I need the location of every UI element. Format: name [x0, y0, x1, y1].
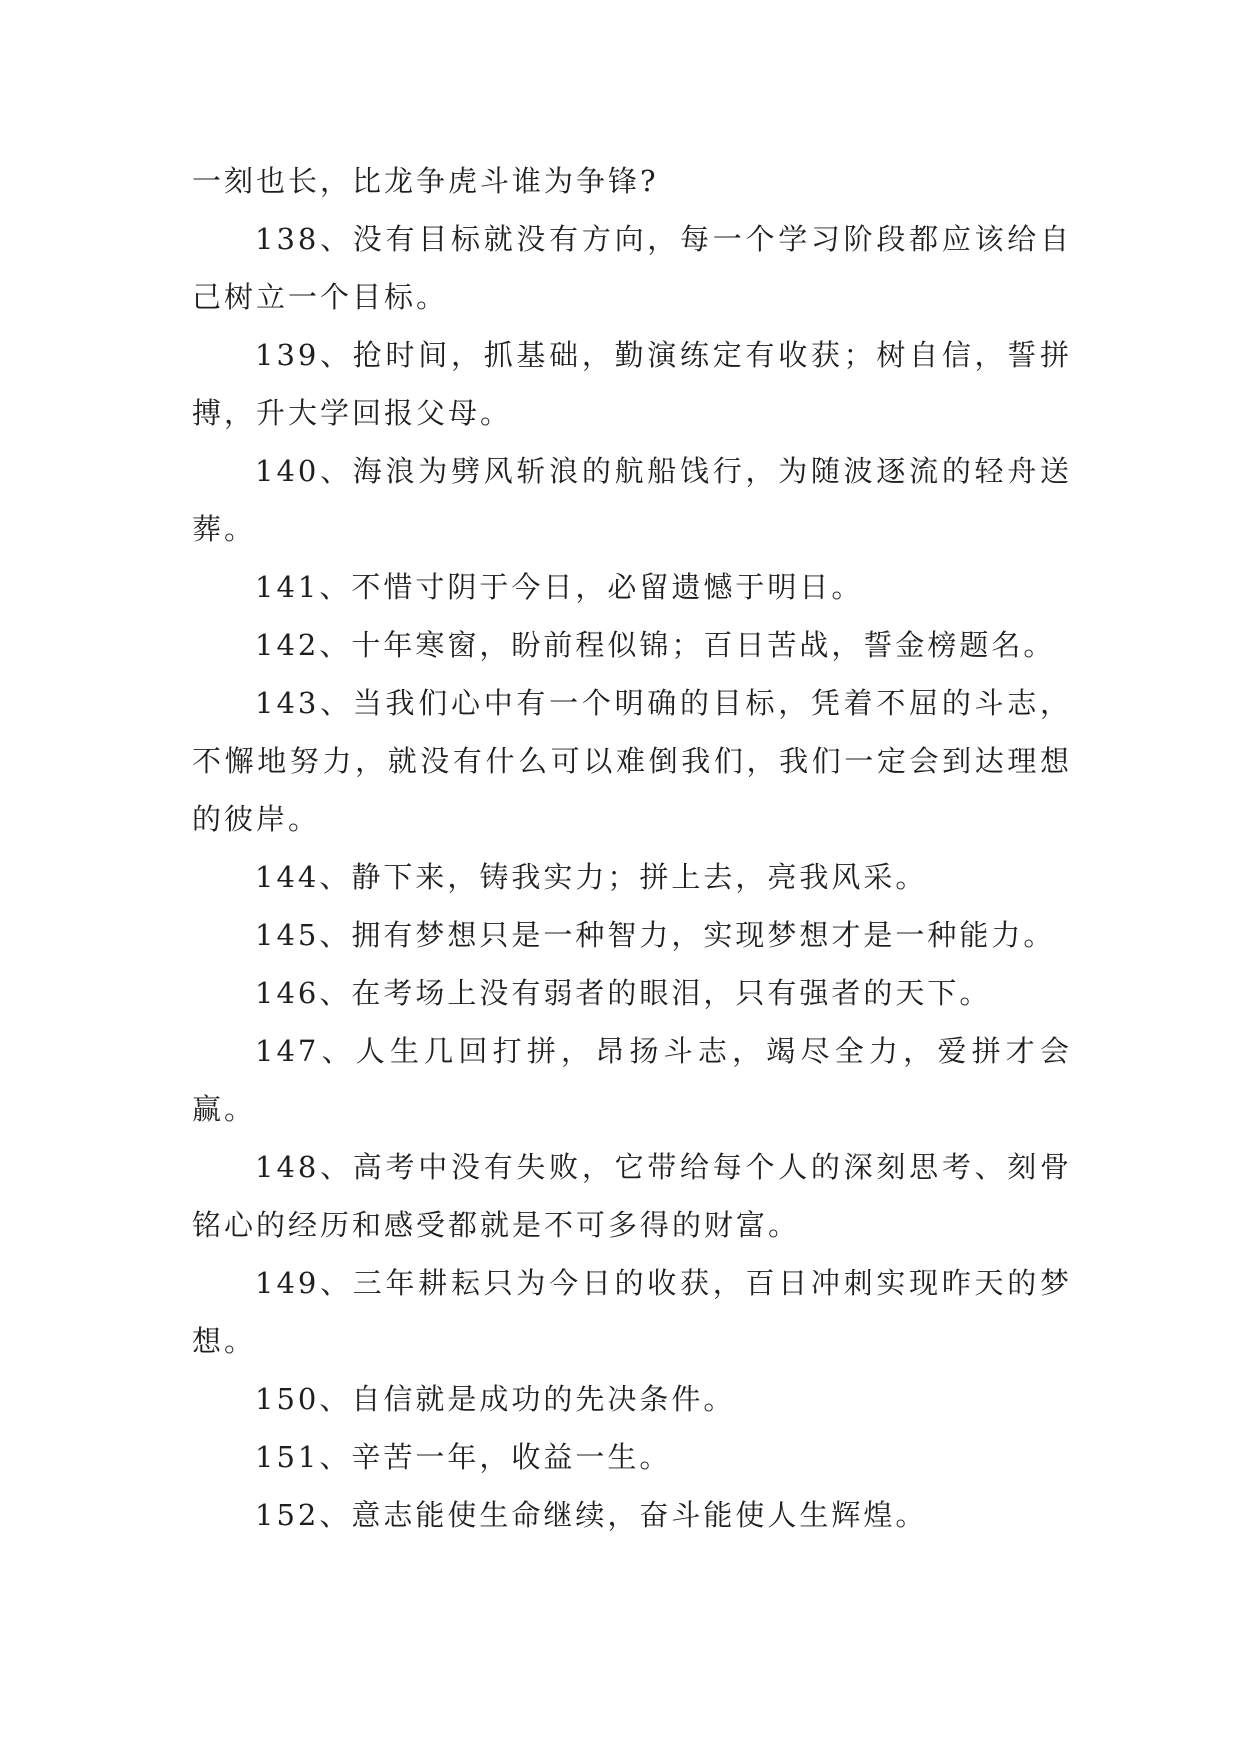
paragraph-141: 141、不惜寸阴于今日，必留遗憾于明日。 [255, 570, 864, 604]
paragraph-146: 146、在考场上没有弱者的眼泪，只有强者的天下。 [255, 976, 992, 1010]
paragraph-147: 147、人生几回打拼，昂扬斗志，竭尽全力，爱拼才会赢。 [192, 1034, 1072, 1126]
paragraph-151: 151、辛苦一年，收益一生。 [255, 1440, 672, 1474]
document-body [192, 152, 1072, 1544]
paragraph-148: 148、高考中没有失败，它带给每个人的深刻思考、刻骨铭心的经历和感受都就是不可多得的财富。 [192, 1150, 1072, 1242]
paragraph-152: 152、意志能使生命继续，奋斗能使人生辉煌。 [255, 1498, 928, 1532]
paragraph-139: 139、抢时间，抓基础，勤演练定有收获；树自信，誓拼搏，升大学回报父母。 [192, 338, 1072, 430]
paragraph-150: 150、自信就是成功的先决条件。 [255, 1382, 736, 1416]
paragraph-145: 145、拥有梦想只是一种智力，实现梦想才是一种能力。 [255, 918, 1056, 952]
paragraph-142: 142、十年寒窗，盼前程似锦；百日苦战，誓金榜题名。 [255, 628, 1056, 662]
paragraph-143: 143、当我们心中有一个明确的目标，凭着不屈的斗志，不懈地努力，就没有什么可以难倒我们，我们一定会到达理想的彼岸。 [192, 686, 1072, 836]
paragraph-144: 144、静下来，铸我实力；拼上去，亮我风采。 [255, 860, 928, 894]
paragraph-continuation: 一刻也长，比龙争虎斗谁为争锋? [192, 164, 659, 198]
paragraph-138: 138、没有目标就没有方向，每一个学习阶段都应该给自己树立一个目标。 [192, 222, 1072, 314]
paragraph-149: 149、三年耕耘只为今日的收获，百日冲刺实现昨天的梦想。 [192, 1266, 1072, 1358]
paragraph-140: 140、海浪为劈风斩浪的航船饯行，为随波逐流的轻舟送葬。 [192, 454, 1072, 546]
